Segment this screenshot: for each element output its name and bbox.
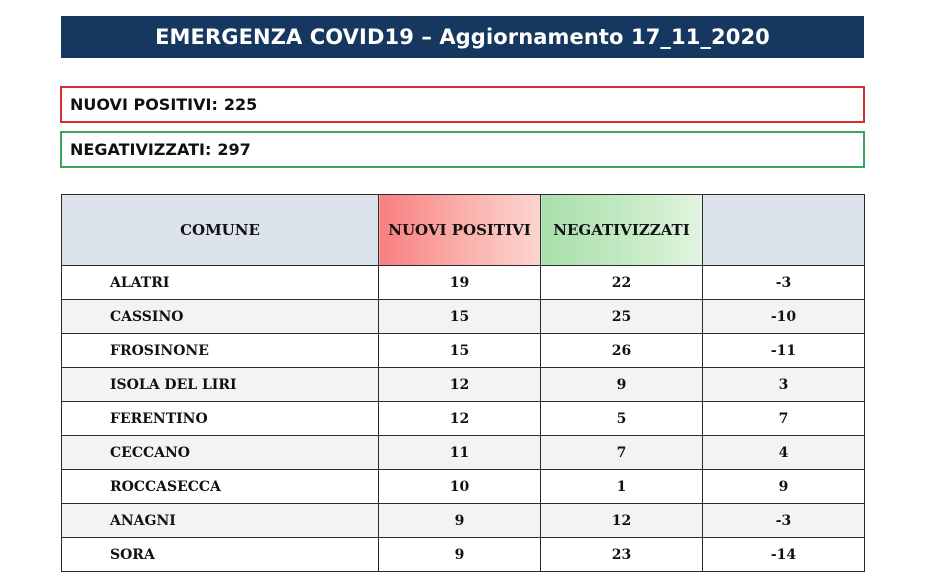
column-header-comune: COMUNE: [62, 195, 379, 266]
cell-negativizzati: 12: [541, 504, 703, 538]
summary-negativizzati: [60, 131, 865, 168]
cell-positivi: 10: [379, 470, 541, 504]
summary-negativizzati-label: NEGATIVIZZATI:: [70, 140, 212, 159]
cell-comune: ALATRI: [62, 266, 379, 300]
cell-diff: 4: [703, 436, 865, 470]
cell-positivi: 12: [379, 402, 541, 436]
table-row: [62, 436, 865, 470]
cell-positivi: 19: [379, 266, 541, 300]
table-row: [62, 402, 865, 436]
cell-negativizzati: 7: [541, 436, 703, 470]
cell-negativizzati: 26: [541, 334, 703, 368]
cell-diff: 9: [703, 470, 865, 504]
table-row: [62, 538, 865, 572]
table-header-row: [62, 195, 865, 266]
cell-comune: FERENTINO: [62, 402, 379, 436]
column-header-difference: [703, 195, 865, 266]
table-row: [62, 368, 865, 402]
table-row: [62, 470, 865, 504]
cell-positivi: 15: [379, 334, 541, 368]
cell-comune: ROCCASECCA: [62, 470, 379, 504]
cell-diff: 3: [703, 368, 865, 402]
cell-positivi: 11: [379, 436, 541, 470]
table-row: [62, 504, 865, 538]
summary-nuovi-positivi: [60, 86, 865, 123]
cell-diff: -3: [703, 266, 865, 300]
table-row: [62, 334, 865, 368]
column-header-nuovi-positivi: NUOVI POSITIVI: [379, 195, 541, 266]
summary-positivi-value: 225: [223, 95, 258, 114]
cell-comune: ANAGNI: [62, 504, 379, 538]
summary-negativizzati-value: 297: [217, 140, 251, 159]
column-header-negativizzati: NEGATIVIZZATI: [541, 195, 703, 266]
cell-diff: -3: [703, 504, 865, 538]
cell-positivi: 15: [379, 300, 541, 334]
cell-negativizzati: 23: [541, 538, 703, 572]
cell-positivi: 9: [379, 538, 541, 572]
cell-negativizzati: 9: [541, 368, 703, 402]
cell-comune: ISOLA DEL LIRI: [62, 368, 379, 402]
cell-comune: SORA: [62, 538, 379, 572]
page-title: EMERGENZA COVID19 – Aggiornamento 17_11_2020: [155, 25, 770, 49]
cell-positivi: 12: [379, 368, 541, 402]
cell-diff: -11: [703, 334, 865, 368]
comuni-table: [61, 194, 865, 572]
page-title-banner: [61, 16, 864, 58]
cell-negativizzati: 25: [541, 300, 703, 334]
cell-comune: FROSINONE: [62, 334, 379, 368]
cell-negativizzati: 22: [541, 266, 703, 300]
table-row: [62, 266, 865, 300]
cell-diff: 7: [703, 402, 865, 436]
cell-comune: CECCANO: [62, 436, 379, 470]
cell-negativizzati: 5: [541, 402, 703, 436]
cell-positivi: 9: [379, 504, 541, 538]
cell-diff: -14: [703, 538, 865, 572]
summary-positivi-label: NUOVI POSITIVI:: [70, 95, 218, 114]
table-row: [62, 300, 865, 334]
cell-comune: CASSINO: [62, 300, 379, 334]
cell-negativizzati: 1: [541, 470, 703, 504]
cell-diff: -10: [703, 300, 865, 334]
